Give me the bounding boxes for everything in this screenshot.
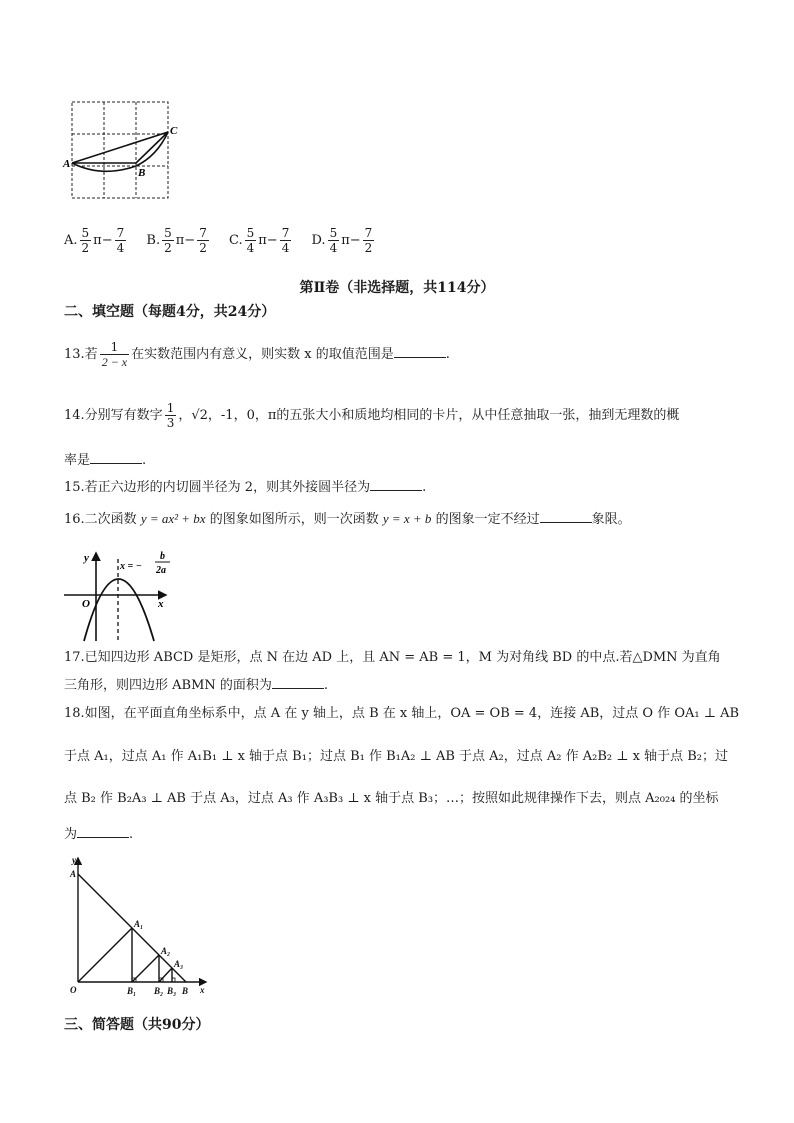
q18-line2: 于点 A₁，过点 A₁ 作 A₁B₁ ⊥ x 轴于点 B₁；过点 B₁ 作 B₁A₂ ⊥ AB 于点 A₂，过点 A₂ 作 A₂B₂ ⊥ x 轴于点 B₂；过 [64,749,728,764]
q12-label-C: C [170,125,178,137]
q16-formula-quadratic: y = ax² + bx [140,511,206,526]
q18-line3: 点 B₂ 作 B₂A₃ ⊥ AB 于点 A₃，过点 A₃ 作 A₃B₃ ⊥ x 轴于点 B₃；…；按照如此规律操作下去，则点 A₂₀₂₄ 的坐标 [64,791,719,806]
q17-answer-blank[interactable] [272,676,324,689]
q12-option-a[interactable]: A. $\frac{5}{2}$ π − $\frac{7}{4}$ [64,226,125,255]
q16-formula-linear: y = x + b [382,511,432,526]
q18-label-A: A [70,869,77,879]
q18-label-O: O [70,985,77,995]
q18-line1: 18.如图，在平面直角坐标系中，点 A 在 y 轴上，点 B 在 x 轴上，OA = OB = 4，连接 AB，过点 O 作 OA₁ ⊥ AB [64,706,740,721]
q15: 15.若正六边形的内切圆半径为 2，则其外接圆半径为 . [64,480,427,495]
q16-axis-den: 2a [156,565,166,576]
q13-answer-blank[interactable] [394,345,446,358]
q18-label-B2: B₂ [154,986,164,996]
section3-heading: 三、简答题（共90分） [64,1017,210,1033]
q12-option-b[interactable]: B. $\frac{5}{2}$ π − $\frac{7}{2}$ [146,226,207,255]
q14: 14.分别写有数字 $\frac{1}{3}$ ，√2，-1，0，π的五张大小和质地均相同的卡片，从中任意抽取一张，抽到无理数的概 [64,401,680,430]
q14-fraction: $\frac{1}{3}$ [166,401,175,430]
q18-x-axis-label: x [200,985,205,995]
q18-label-B3: B₃ [167,986,177,996]
q14-prefix: 14.分别写有数字 [64,408,163,423]
q18-line4: 为 . [64,827,134,842]
q14-line2: 率是 . [64,453,147,468]
q13: 13.若 $\frac{1}{2 - x}$ 在实数范围内有意义，则实数 x 的取值范围是 . [64,340,450,369]
part2-title: 第Ⅱ卷（非选择题，共114分） [299,280,495,296]
q17-line1: 17.已知四边形 ABCD 是矩形，点 N 在边 AD 上，且 AN = AB = 1，M 为对角线 BD 的中点.若△DMN 为直角 [64,650,721,665]
q16-x-axis-label: x [158,598,164,610]
q16-origin-label: O [82,598,90,610]
q13-prefix: 13.若 [64,347,98,362]
q12-option-d[interactable]: D. $\frac{5}{4}$ π − $\frac{7}{2}$ [311,226,373,255]
q18-label-A2: A₂ [161,946,171,956]
q18-answer-blank[interactable] [77,825,129,838]
q15-answer-blank[interactable] [370,478,422,491]
q18-label-B1: B₁ [127,986,137,996]
q13-fraction: $\frac{1}{2 - x}$ [101,340,128,369]
q16-axis-num: b [160,551,165,562]
q12-grid-figure [62,96,192,200]
q12-options [64,226,390,255]
q16: 16.二次函数 y = ax² + bx 的图象如图所示，则一次函数 y = x + b 的图象一定不经过 象限。 [64,511,631,527]
q14-rest: ，-1，0，π的五张大小和质地均相同的卡片，从中任意抽取一张，抽到无理数的概 [207,408,680,423]
q18-label-A1: A₁ [134,919,144,929]
q13-text: 在实数范围内有意义，则实数 x 的取值范围是 [131,347,394,362]
section2-heading: 二、填空题（每题4分，共24分） [64,304,276,320]
q18-label-A3: A₃ [174,959,184,969]
q16-parabola-graph [62,547,174,643]
q18-coordinate-figure [66,854,216,998]
q12-option-c[interactable]: C. $\frac{5}{4}$ π − $\frac{7}{4}$ [228,226,290,255]
q16-y-axis-label: y [84,552,89,564]
q18-label-B: B [182,986,189,996]
q16-answer-blank[interactable] [540,510,592,523]
q16-axis-of-symmetry-label: x = − [120,561,142,572]
q17-line2: 三角形，则四边形 ABMN 的面积为 . [64,678,329,693]
q14-sqrt: √2 [191,408,208,423]
q12-label-A: A [63,158,71,170]
q12-label-B: B [138,167,146,179]
q14-answer-blank[interactable] [90,451,142,464]
q18-y-axis-label: y [72,855,76,865]
